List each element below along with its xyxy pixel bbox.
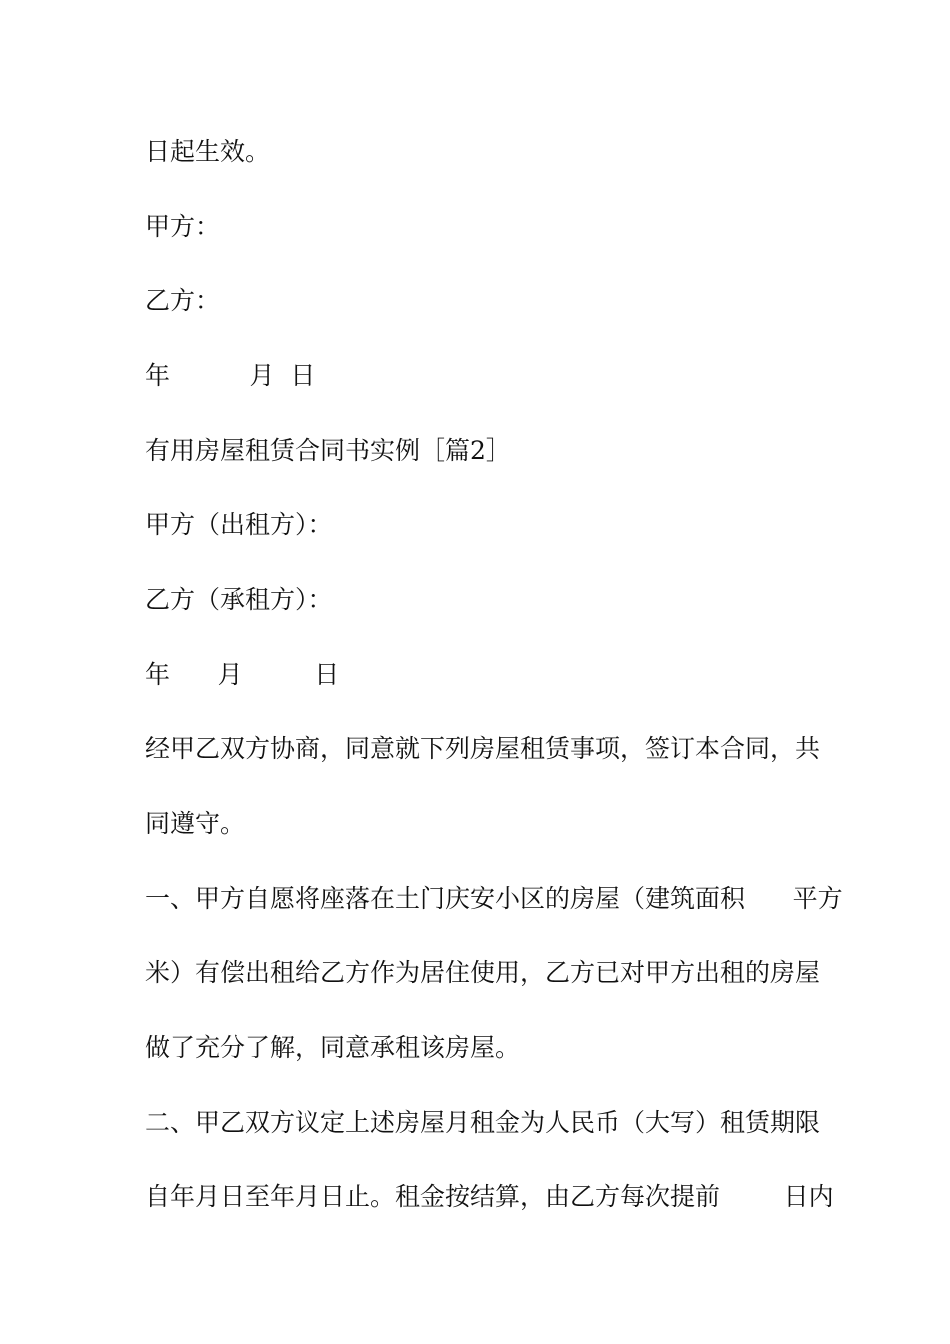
lessor-line: 甲方（出租方）： (145, 510, 333, 539)
clause-one-line: 米）有偿出租给乙方作为居住使用，乙方已对甲方出租的房屋 (145, 958, 821, 987)
paragraph-line: 经甲乙双方协商，同意就下列房屋租赁事项，签订本合同，共 (145, 734, 821, 763)
signature-party-a: 甲方： (145, 212, 221, 241)
section-title: 有用房屋租赁合同书实例［篇2］ (145, 436, 511, 465)
date-line: 年 月 日 (145, 660, 340, 689)
clause-two-line: 自年月日至年月日止。租金按结算，由乙方每次提前 日内 (145, 1182, 834, 1211)
text-line: 日起生效。 (145, 137, 271, 166)
date-line: 年 月 日 (145, 361, 316, 390)
lessee-line: 乙方（承租方）： (145, 585, 333, 614)
clause-one-line: 做了充分了解，同意承租该房屋。 (145, 1033, 521, 1062)
signature-party-b: 乙方： (145, 286, 221, 315)
clause-two-line: 二、甲乙双方议定上述房屋月租金为人民币（大写）租赁期限 (145, 1108, 821, 1137)
clause-one-line: 一、甲方自愿将座落在土门庆安小区的房屋（建筑面积 平方 (145, 884, 843, 913)
paragraph-line: 同遵守。 (145, 809, 246, 838)
